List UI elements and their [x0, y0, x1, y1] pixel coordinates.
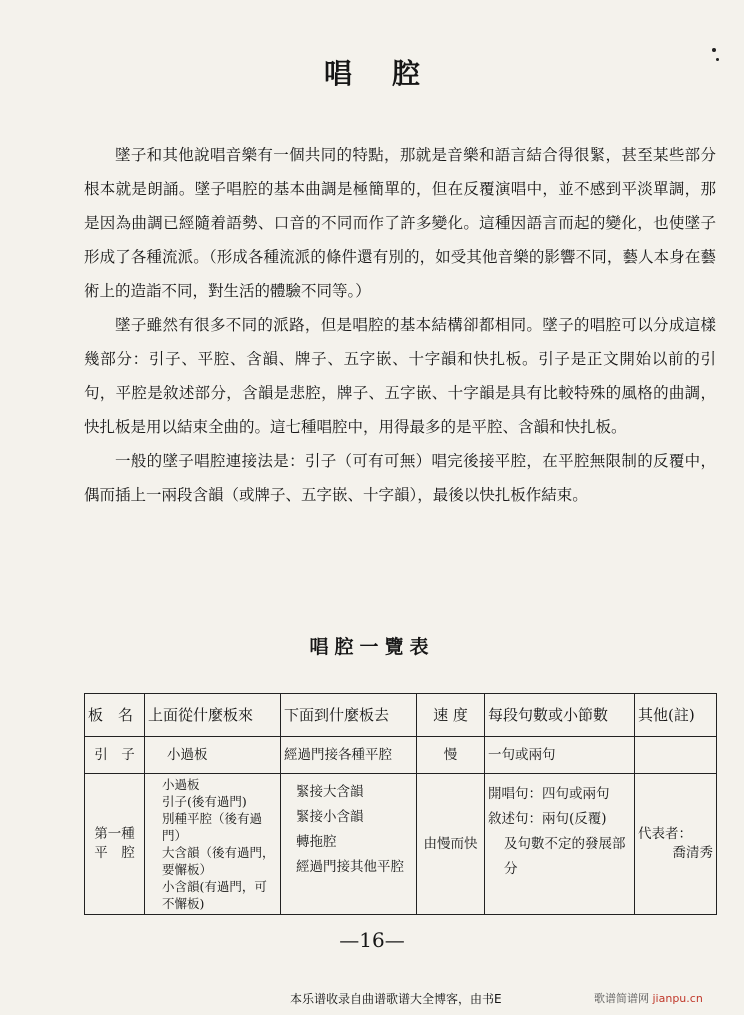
- body-text: [84, 138, 716, 512]
- header-cell: 其他(註): [635, 694, 717, 737]
- header-cell: 速 度: [417, 694, 485, 737]
- table-header-row: [85, 694, 717, 737]
- cell-line: 緊接大含韻: [296, 784, 364, 800]
- cell-line: 代表者：: [638, 826, 692, 842]
- watermark-url: jianpu.cn: [652, 992, 703, 1005]
- paragraph-2: 墜子雖然有很多不同的派路，但是唱腔的基本結構卻都相同。墜子的唱腔可以分成這樣幾部分：引子、平腔、含韻、牌子、五字嵌、十字韻和快扎板。引子是正文開始以前的引句，平腔是敘述部分，含韻是悲腔，牌子、五字嵌、十字韻是具有比較特殊的風格的曲調，快扎板是用以結束全曲的。這七種唱腔中，用得最多的是平腔、含韻和快扎板。: [84, 316, 716, 436]
- cell-line: 平 腔: [94, 845, 135, 861]
- table-title: 唱腔一覽表: [309, 636, 435, 658]
- row-to-cell: [281, 774, 417, 915]
- row-from-cell: 小過板: [145, 737, 281, 774]
- cell-line: 經過門接其他平腔: [296, 859, 404, 875]
- cell-line: 別種平腔（後有過門）: [162, 811, 263, 843]
- row-count-cell: [485, 774, 635, 915]
- page-number: —16—: [339, 928, 405, 952]
- header-cell: 板 名: [85, 694, 145, 737]
- row-name-cell: 引 子: [85, 737, 145, 774]
- cell-line: 轉拖腔: [296, 834, 337, 850]
- paragraph-1: 墜子和其他說唱音樂有一個共同的特點，那就是音樂和語言結合得很緊，甚至某些部分根本就是朗誦。墜子唱腔的基本曲調是極簡單的，但在反覆演唱中，並不感到平淡單調，那是因為曲調已經隨着語勢、口音的不同而作了許多變化。這種因語言而起的變化，也使墜子形成了各種流派。（形成各種流派的條件還有別的，如受其他音樂的影響不同，藝人本身在藝術上的造詣不同，對生活的體驗不同等。）: [84, 146, 716, 300]
- row-other-cell: [635, 737, 717, 774]
- table-row: [85, 737, 717, 774]
- row-count-cell: 一句或兩句: [485, 737, 635, 774]
- row-speed-cell: 慢: [417, 737, 485, 774]
- cell-line: 緊接小含韻: [296, 809, 364, 825]
- watermark-text: 歌谱简谱网: [594, 992, 649, 1005]
- row-from-cell: [145, 774, 281, 915]
- header-cell: 每段句數或小節數: [485, 694, 635, 737]
- watermark: [594, 990, 703, 1006]
- cell-line: 敘述句：兩句(反覆): [488, 811, 607, 827]
- row-to-cell: 經過門接各種平腔: [281, 737, 417, 774]
- cell-line: 及句數不定的發展部分: [504, 836, 626, 877]
- cell-line: 小過板: [162, 777, 200, 792]
- page-title: 唱腔: [323, 57, 460, 90]
- ink-speck: [716, 58, 719, 61]
- header-cell: 上面從什麼板來: [145, 694, 281, 737]
- table-row: [85, 774, 717, 915]
- row-name-cell: [85, 774, 145, 915]
- cell-line: 開唱句：四句或兩句: [488, 786, 610, 802]
- aria-table: [84, 693, 717, 915]
- row-speed-cell: 由慢而快: [417, 774, 485, 915]
- ink-speck: [712, 48, 716, 52]
- cell-line: 大含韻（後有過門，要懈板）: [162, 845, 275, 877]
- header-cell: 下面到什麼板去: [281, 694, 417, 737]
- row-other-cell: [635, 774, 717, 915]
- cell-line: 引子(後有過門): [162, 794, 247, 809]
- cell-line: 喬清秀: [672, 845, 713, 861]
- paragraph-3: 一般的墜子唱腔連接法是：引子（可有可無）唱完後接平腔，在平腔無限制的反覆中，偶而插上一兩段含韻（或牌子、五字嵌、十字韻），最後以快扎板作結束。: [84, 452, 716, 504]
- footer-text: 本乐谱收录自曲谱歌谱大全博客，由书E: [290, 992, 502, 1006]
- cell-line: 小含韻(有過門，可不懈板): [162, 879, 267, 911]
- cell-line: 第一種: [94, 826, 135, 842]
